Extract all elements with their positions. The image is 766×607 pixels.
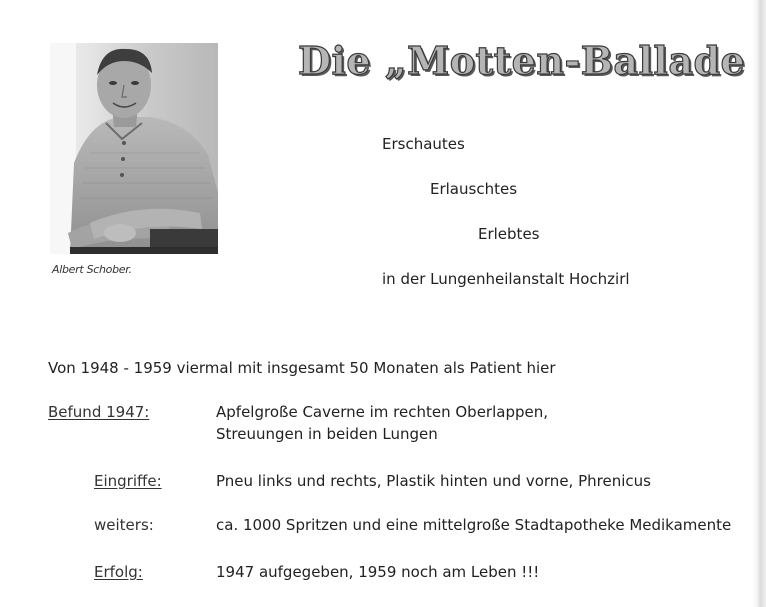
subtitle-line-1: Erschautes xyxy=(382,135,465,153)
entry-value-weiters: ca. 1000 Spritzen und eine mittelgroße Stadtapotheke Medikamente xyxy=(216,516,732,534)
entry-label-weiters: weiters: xyxy=(94,516,154,534)
entry-label-erfolg: Erfolg: xyxy=(94,563,143,581)
document-title: Die „Motten-Ballade xyxy=(298,38,746,83)
intro-text: Von 1948 - 1959 viermal mit insgesamt 50 Monaten als Patient hier xyxy=(48,359,556,377)
portrait-photo xyxy=(50,43,218,254)
entry-value-eingriffe: Pneu links und rechts, Plastik hinten und vorne, Phrenicus xyxy=(216,472,651,490)
photo-caption: Albert Schober. xyxy=(52,263,132,276)
entry-label-befund: Befund 1947: xyxy=(48,403,150,421)
page-edge-shadow xyxy=(752,0,766,607)
entry-value-befund-line-1: Apfelgroße Caverne im rechten Oberlappen, xyxy=(216,403,548,421)
subtitle-line-3: Erlebtes xyxy=(478,225,540,243)
subtitle-line-4: in der Lungenheilanstalt Hochzirl xyxy=(382,270,630,288)
entry-label-eingriffe: Eingriffe: xyxy=(94,472,162,490)
entry-value-befund-line-2: Streuungen in beiden Lungen xyxy=(216,425,438,443)
entry-value-erfolg: 1947 aufgegeben, 1959 noch am Leben !!! xyxy=(216,563,540,581)
subtitle-line-2: Erlauschtes xyxy=(430,180,518,198)
